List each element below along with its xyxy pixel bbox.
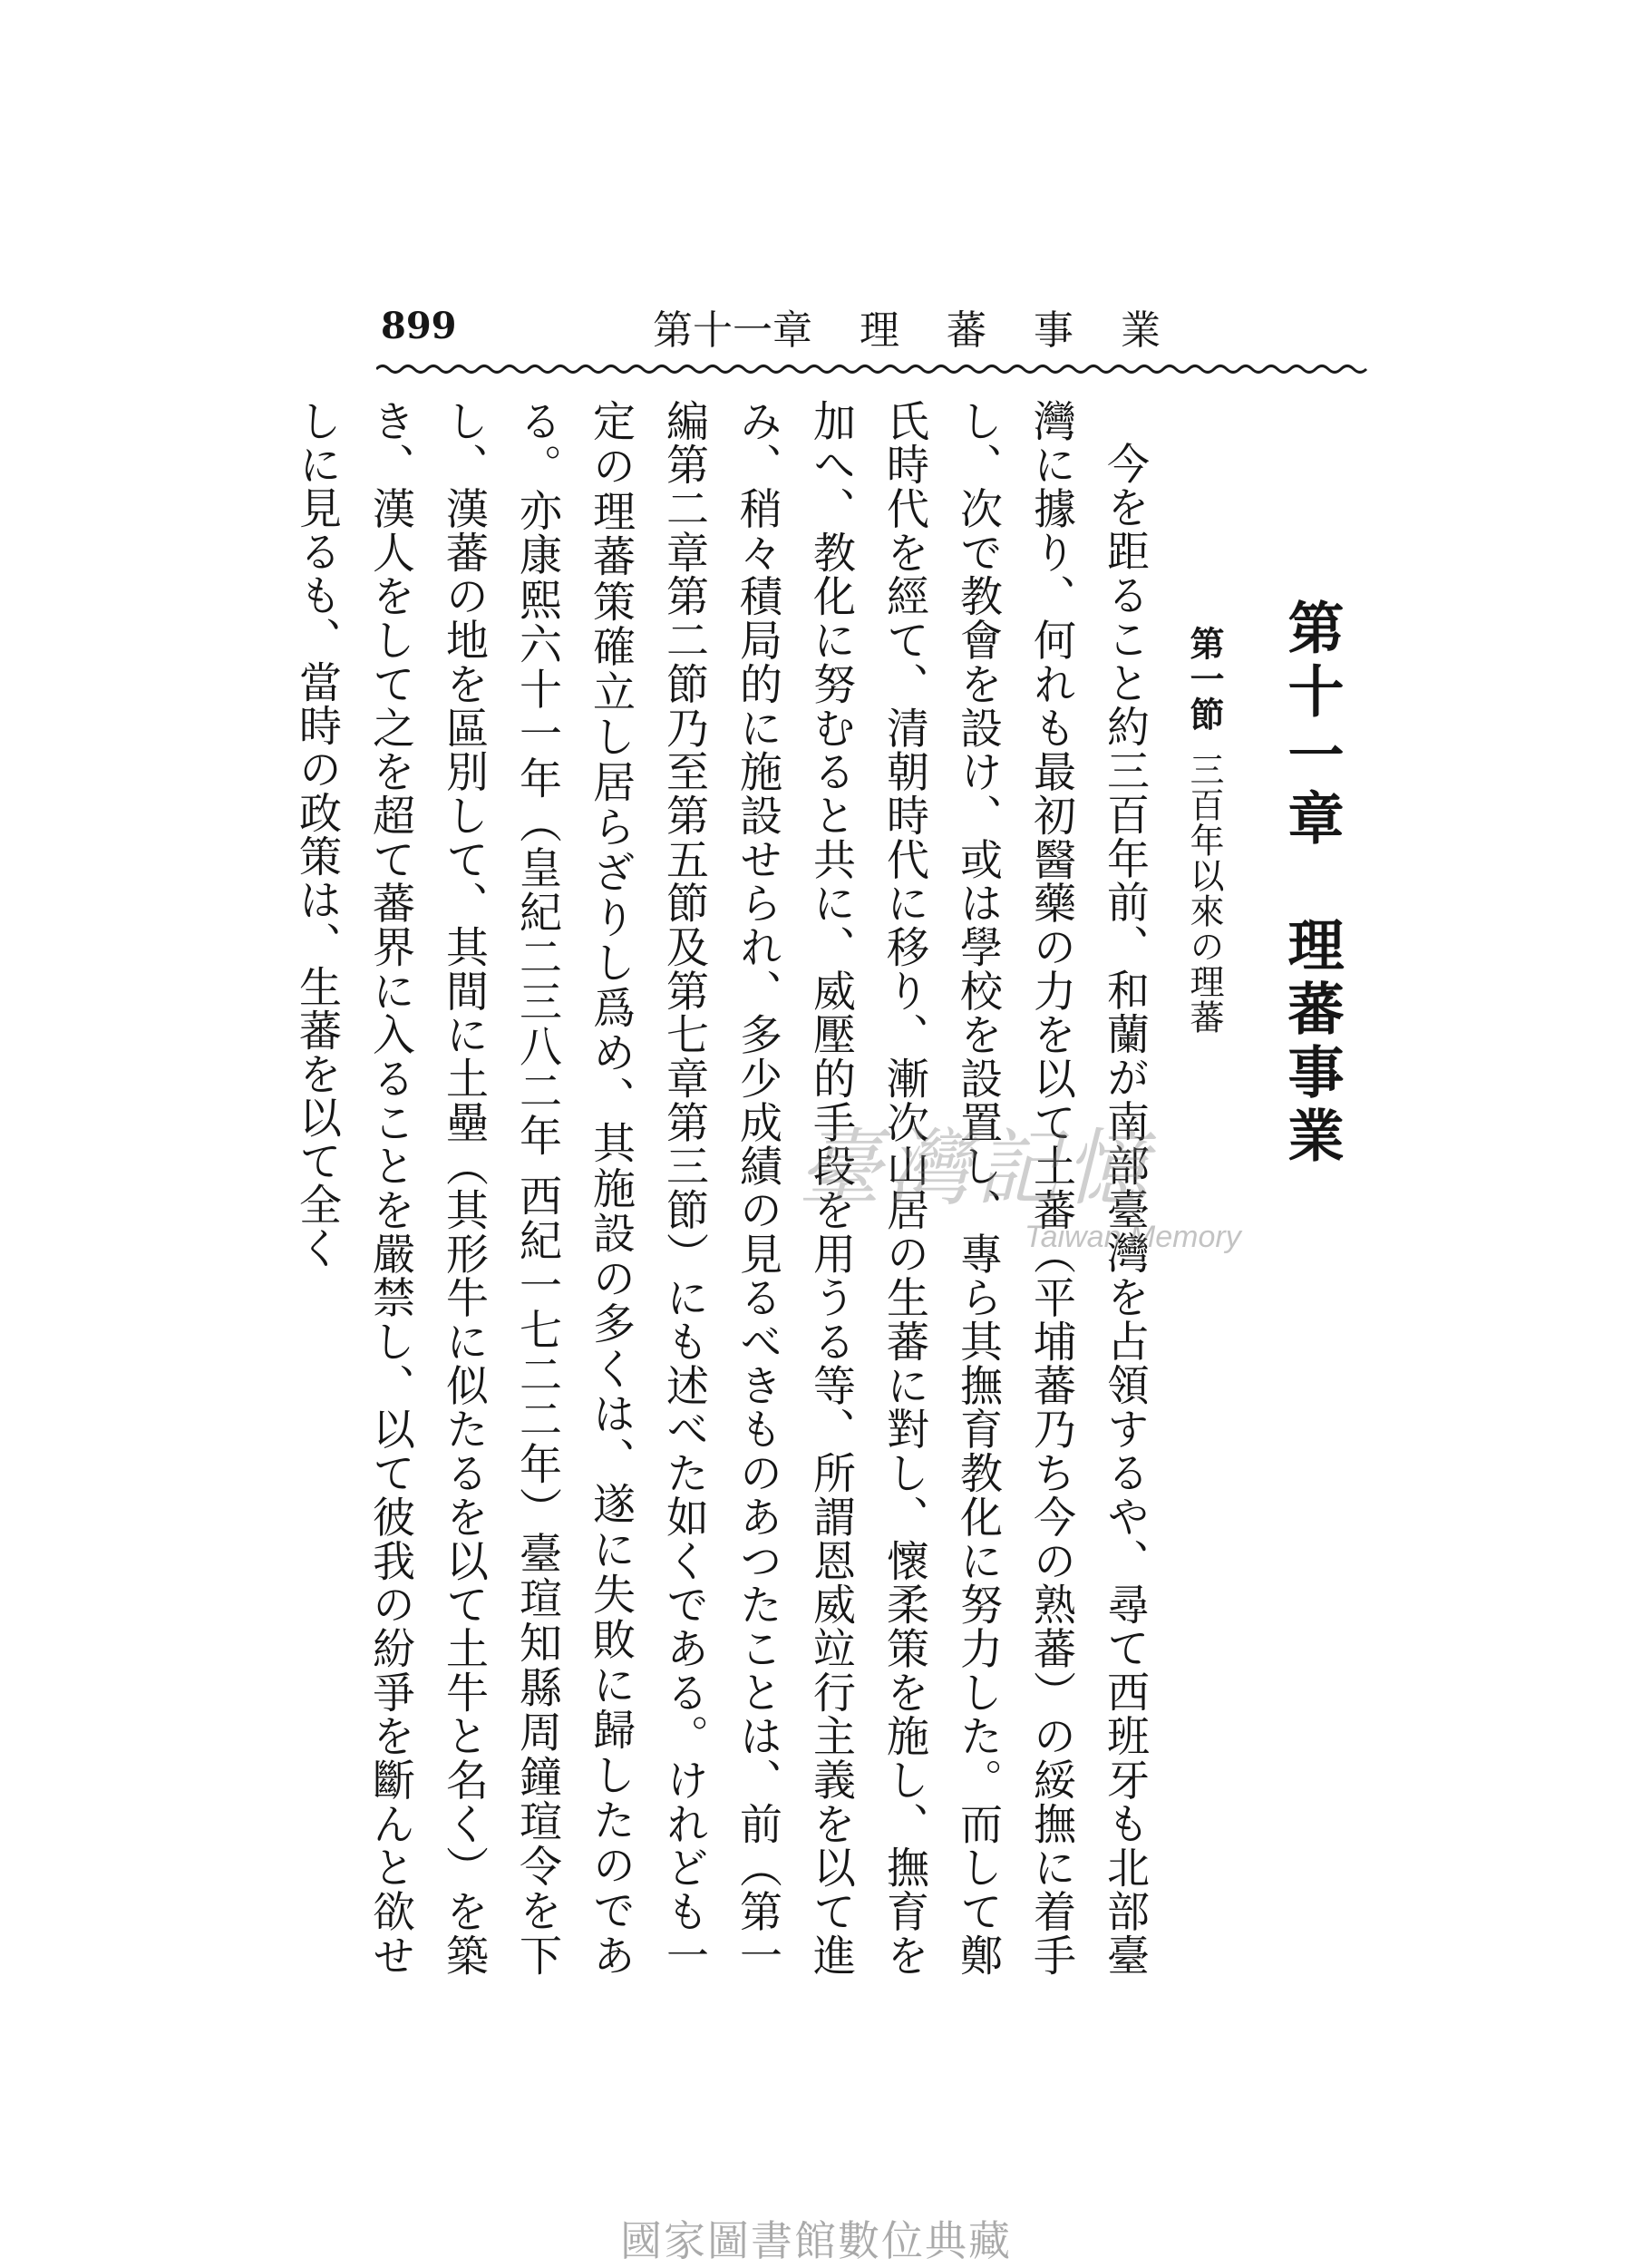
chapter-title: 第十一章 理蕃事業 bbox=[1278, 599, 1345, 1170]
running-title bbox=[653, 299, 1161, 354]
watermark-main-text: 臺灣記憶 bbox=[798, 1120, 1154, 1217]
section-heading bbox=[1167, 626, 1241, 1977]
running-title-chapter: 第十一章 bbox=[653, 307, 812, 354]
running-title-char: 事 bbox=[1034, 307, 1073, 354]
vertical-text-block bbox=[292, 399, 1355, 1978]
footer-credit: 國家圖書館數位典藏 bbox=[620, 2216, 1012, 2265]
page-number: 899 bbox=[381, 305, 457, 347]
running-title-char: 蕃 bbox=[947, 307, 986, 354]
watermark-sub-text: Taiwan Memory bbox=[1025, 1220, 1241, 1254]
body-paragraph: 今を距ること約三百年前、和蘭が南部臺灣を占領するや、尋て西班牙も北部臺灣に據り、何れも最初醫藥の力を以て土蕃（平埔蕃乃ち今の熟蕃）の綏撫に着手し、次で教會を設け、或は學校を設置し、專ら其撫育教化に努力した。而して鄭氏時代を經て、清朝時代に移り、漸次山居の生蕃に對し、懷柔策を施し、撫育を加へ、教化に努むると共に、威壓的手段を用うる等、所謂恩威竝行主義を以て進み、稍々積局的に施設せられ、多少成績の見るべきものあつたことは、前（第一編第二章第二節乃至第五節及第七章第三節）にも述べた如くである。けれども一定の理蕃策確立し居らざりし爲め、其施設の多くは、遂に失敗に歸したのである。亦康熙六十一年（皇紀二三八二年 西紀一七二二年）臺瑄知縣周鐘瑄令を下し、漢蕃の地を區別して、其間に土壘（其形牛に似たるを以て土牛と名く）を築き、漢人をして之を超て蕃界に入ることを嚴禁し、以て彼我の紛爭を斷んと欲せしに見るも、當時の政策は、生蕃を以て全く bbox=[292, 399, 1150, 1978]
header-wavy-rule bbox=[376, 363, 1369, 375]
section-label: 第一節 bbox=[1184, 626, 1224, 732]
section-title: 三百年以來の理蕃 bbox=[1184, 752, 1224, 1035]
running-title-char: 業 bbox=[1121, 307, 1161, 354]
running-title-char: 理 bbox=[860, 307, 899, 354]
